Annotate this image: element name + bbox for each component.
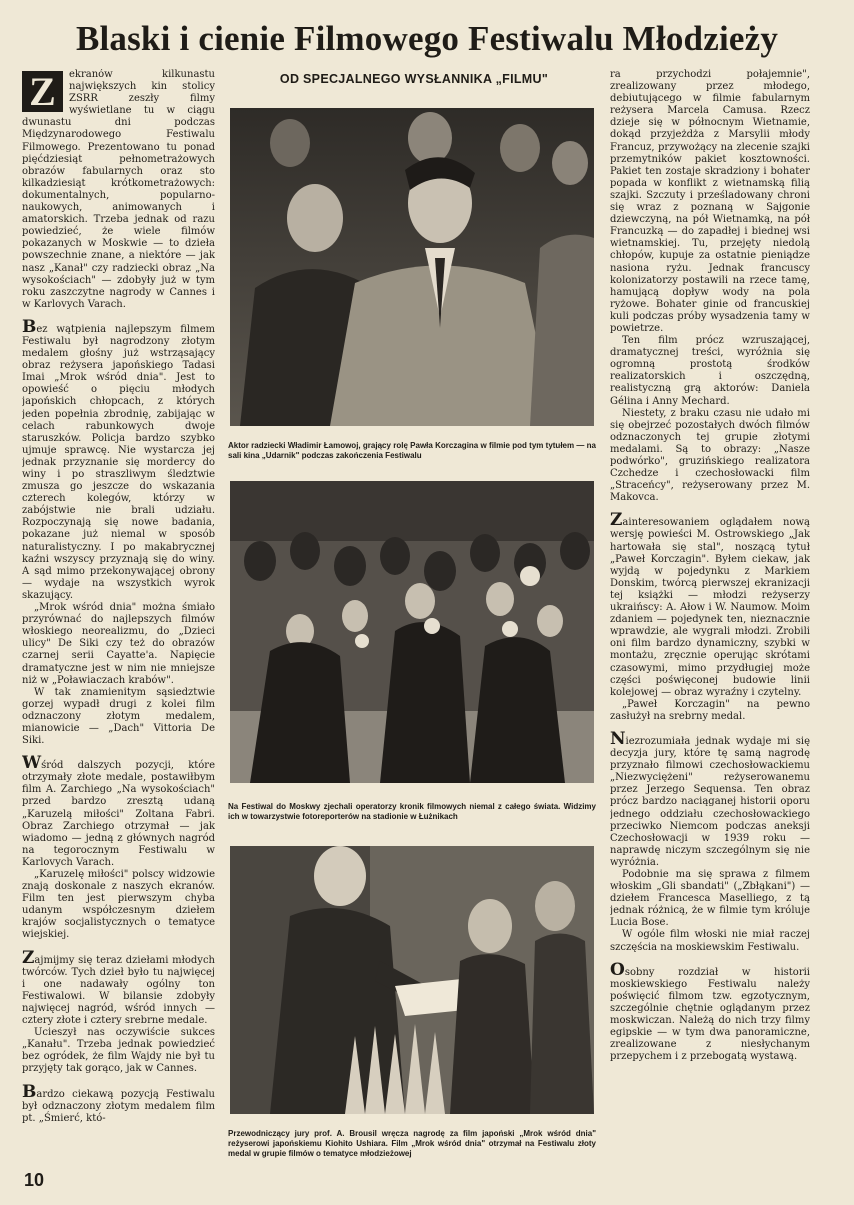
- photo1-caption: Aktor radziecki Władimir Łamowoj, grający rolę Pawła Korczagina w filmie pod tym tytułem — na sali kina „Udarnik" podczas zakończenia Festiwalu: [228, 441, 596, 460]
- article-headline: Blaski i cienie Filmowego Festiwalu Młodzieży: [75, 19, 779, 58]
- section-paragraph: Osobny rozdział w historii moskiewskiego Festiwalu należy poświęcić filmom tzw. egzotycznym, szczególnie chętnie oglądanym przez moskwiczan. Należą do nich trzy filmy egipskie — w tym dwa panoramiczne, zrealizowane z niesłychanym przepychem i z przebogatą wystawą.: [610, 959, 810, 1063]
- photo3-caption: Przewodniczący jury prof. A. Brousil wręcza nagrodę za film japoński „Mrok wśród dnia" reżyserowi japońskiemu Kiohito Ushiara. Film „Mrok wśród dnia" otrzymał na Festiwalu złoty medal w grupie filmów o tematyce młodzieżowej: [228, 1129, 596, 1158]
- page-number: 10: [24, 1170, 45, 1190]
- paragraph: W ogóle film włoski nie miał raczej szczęścia na moskiewskim Festiwalu.: [610, 929, 810, 953]
- photo-actor-in-cinema: [230, 108, 594, 426]
- paragraph: „Karuzelę miłości" polscy widzowie znają doskonale z naszych ekranów. Film ten jest pierwszym chyba udanym współczesnym dziełem krajów socjalistycznych o tematyce wiejskiej.: [22, 869, 215, 941]
- photo-award-ceremony: [230, 846, 594, 1114]
- photo2-caption: Na Festiwal do Moskwy zjechali operatorzy kronik filmowych niemal z całego świata. Widzimy ich w towarzystwie fotoreporterów na stadionie w Łużnikach: [228, 802, 596, 821]
- paragraph: Ucieszył nas oczywiście sukces „Kanału". Trzeba jednak powiedzieć bez ogródek, że film Wajdy nie był tu przyjęty tak gorąco, jak w Cannes.: [22, 1027, 215, 1075]
- left-text-column: [22, 69, 215, 1167]
- section-paragraph: Bez wątpienia najlepszym filmem Festiwalu był nagrodzony złotym medalem głośny już wstrząsający obraz reżysera japońskiego Tadasi Imai „Mrok wśród dnia". Jest to opowieść o pięciu młodych japońskich chłopcach, z których jeden popełnia zbrodnię, zabijając w celach rabunkowych dwoje staruszków. Policja bardzo szybko ujmuje sprawcę. Nie wystarcza jej jednak przyznanie się mordercy do winy i po straszliwym śledztwie zmusza go jeszcze do wskazania czterech kolegów, którzy w zabójstwie nie brali udziału. Rozpoczynają się nowe badania, pokazane już niemal w sposób naturalistyczny. I po makabrycznej kaźni wszyscy przyznają się do winy. A sąd mimo przekonywającej obrony — wydaje na wszystkich wyrok skazujący.: [22, 316, 215, 601]
- paragraph: Podobnie ma się sprawa z filmem włoskim „Gli sbandati" („Zbłąkani") — dziełem Francesca Maselliego, z tą jednak różnicą, że w filmie tym króluje Lucia Bose.: [610, 869, 810, 929]
- paragraph: ra przychodzi połajemnie", zrealizowany przez młodego, debiutującego w filmie fabularnym reżysera Marcela Camusa. Rzecz dzieje się w północnym Wietnamie, dokąd przyjeżdża z Marsylii młody Francuz, przywożący na zlecenie szajki przemytników pakiet kosztowności. Pakiet ten zostaje skradziony i bohater popada w konflikt z wietnamską filią szajki. Szczuty i prześladowany chroni się wraz z poznaną w Sajgonie dziewczyną, na pół Wietnamką, na pół Francuzką — do zapadłej i biednej wsi wietnamskiej. Tu, przejęty niedolą chłopów, kupuje za ostatnie pieniądze nasiona ryżu. Jednak francuscy kolonizatorzy postawili na rzece tamę, hamującą dopływ wody na pola ryżowe. Bohater ginie od francuskiej kuli podczas próby wysadzenia tamy w powietrze.: [610, 69, 810, 334]
- paragraph: „Paweł Korczagin" na pewno zasłużył na srebrny medal.: [610, 698, 810, 722]
- section-paragraph: Niezrozumiała jednak wydaje mi się decyzja jury, które tę samą nagrodę przyznało filmowi czechosłowackiemu „Niezwyciężeni" reżyserowanemu przez Jerzego Sequensa. Ten obraz prócz bardzo naciąganej historii oporu jednego oddziału czechosłowackiego przeciwko Niemcom podczas aneksji Czechosłowacji w 1939 roku — naprawdę niczym szczególnym się nie wyróżnia.: [610, 728, 810, 868]
- photo-cameramen-at-stadium: [230, 481, 594, 783]
- paragraph: Niestety, z braku czasu nie udało mi się obejrzeć pozostałych dwóch filmów odznaczonych tej grupie złotymi medalami. Są to obrazy: „Nasze podwórko", gruzińskiego realizatora Czchedze i czechosłowacki film „Straceńcy", reżyserowany przez M. Makovca.: [610, 407, 810, 504]
- article-byline: OD SPECJALNEGO WYSŁANNIKA „FILMU": [279, 72, 549, 86]
- right-text-column: [610, 69, 810, 1167]
- drop-cap: Z: [22, 71, 63, 112]
- section-paragraph: Wśród dalszych pozycji, które otrzymały złote medale, postawiłbym film A. Zarchiego „Na wysokościach" przed bardzo zresztą udaną „Karuzelą miłości" Zoltana Fabri. Obraz Zarchiego otrzymał — jak wiadomo — jedną z głównych nagród na tegorocznym Festiwalu w Karlovych Varach.: [22, 753, 215, 868]
- section-paragraph: Zajmijmy się teraz dziełami młodych twórców. Tych dzieł było tu najwięcej i one nadawały ogólny ton Festiwalowi. W bilansie zdobyły najwięcej nagród, wśród innych — cztery złote i cztery srebrne medale.: [22, 947, 215, 1027]
- paragraph: Ten film prócz wzruszającej, dramatycznej treści, wyróżnia się ogromną prostotą środków realizatorskich i oszczędną, realistyczną grą aktorów: Daniela Gélina i Anny Mechard.: [610, 335, 810, 407]
- intro-paragraph: Z ekranów kilkunastu największych kin stolicy ZSRR zeszły filmy wyświetlane tu w ciągu dwunastu dni podczas Międzynarodowego Festiwalu Filmowego. Prezentowano tu ponad pięćdziesiąt pełnometrażowych obrazów fabularnych oraz sto kilkadziesiąt krótkometrażowych: dokumentalnych, popularno-naukowych, animowanych i amatorskich. Trzeba jednak od razu powiedzieć, że wiele filmów pokazanych w Moskwie — to dzieła powszechnie znane, a niektóre — jak nasz „Kanał" czy radziecki obraz „Na wysokościach" — zdobyły już w tym roku zaszczytne nagrody w Cannes i w Karlovych Varach.: [22, 69, 215, 310]
- paragraph: „Mrok wśród dnia" można śmiało przyrównać do najlepszych filmów włoskiego neorealizmu, do „Dzieci ulicy" De Siki czy też do obrazów czarnej serii Cayatte'a. Napięcie dramatyczne jest w nim nie mniejsze niż w „Poławiaczach krabów".: [22, 602, 215, 686]
- paragraph: W tak znamienitym sąsiedztwie gorzej wypadł drugi z kolei film odznaczony złotym medalem, mianowicie — „Dach" Vittoria De Siki.: [22, 686, 215, 747]
- section-paragraph: Zainteresowaniem oglądałem nową wersję powieści M. Ostrowskiego „Jak hartowała się stal", noszącą tytuł „Paweł Korczagin". Byłem ciekaw, jak wyjdą w pojedynku z Markiem Donskim, twórcą pierwszej ekranizacji tej książki — młodzi reżyserzy ukraińscy: A. Ałow i W. Naumow. Moim zdaniem — pojedynek ten, nieznacznie wprawdzie, ale wygrali młodzi. Zrobili oni film bardzo dynamiczny, szybki w montażu, zręcznie operując skrótami czasowymi, mimo przydługiej może części poświęconej budowie linii kolejowej — obraz wyraźny i czytelny.: [610, 510, 810, 698]
- section-paragraph: Bardzo ciekawą pozycją Festiwalu był odznaczony złotym medalem film pt. „Śmierć, któ-: [22, 1081, 215, 1124]
